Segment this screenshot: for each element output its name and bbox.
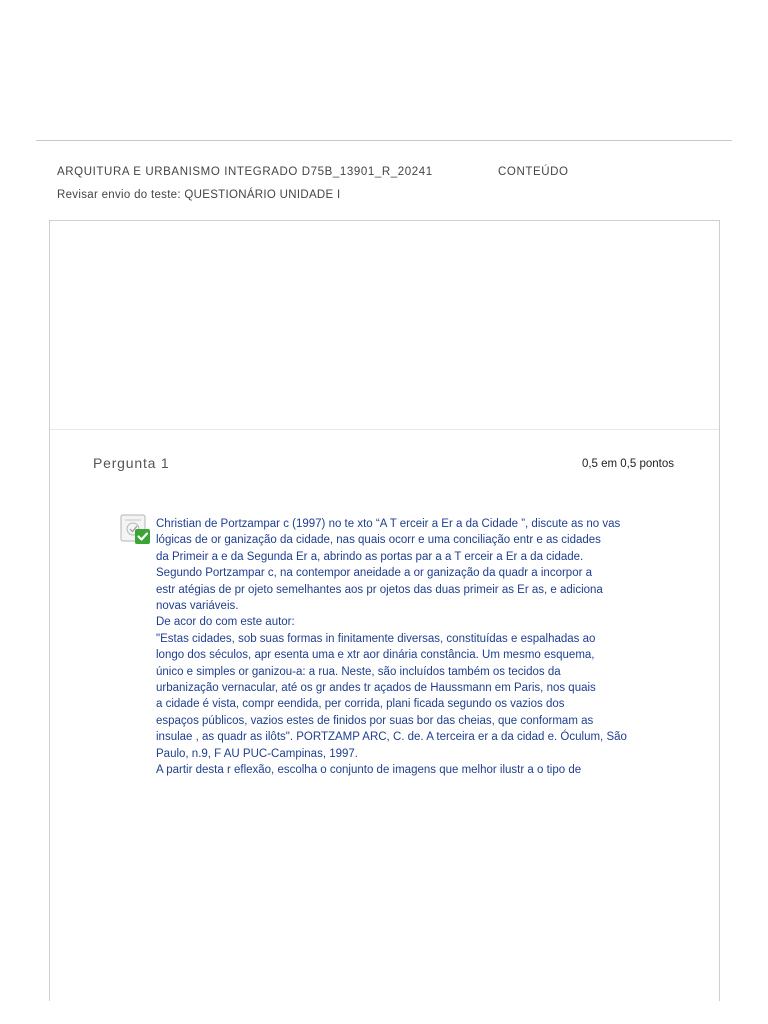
question-text-line: da Primeir a e da Segunda Er a, abrindo as portas par a a T erceir a Er a da cidade. <box>156 550 584 563</box>
question-text-line: De acor do com este autor: <box>156 616 295 629</box>
top-divider <box>36 140 732 141</box>
question-text-line: Christian de Portzampar c (1997) no te xto “A T erceir a Er a da Cidade ”, discute as no vas <box>156 518 621 530</box>
question-text-line: único e simples or ganizou-a: a rua. Neste, são incluídos também os tecidos da <box>156 665 561 678</box>
question-text-line: A partir desta r eflexão, escolha o conjunto de imagens que melhor ilustr a o tipo de <box>156 764 582 777</box>
content-link[interactable]: CONTEÚDO <box>498 166 569 178</box>
question-text-line: longo dos séculos, apr esenta uma e xtr aor dinária constância. Um mesmo esquema, <box>156 649 595 662</box>
question-points: 0,5 em 0,5 pontos <box>581 458 674 470</box>
question-text-line: novas variáveis. <box>156 600 239 613</box>
question-text-line: Segundo Portzampar c, na contempor aneidade a or ganização da quadr a incorpor a <box>156 567 593 580</box>
question-text-line: estr atégias de pr ojeto semelhantes aos pr ojetos das duas primeir as Er as, e adiciona <box>156 583 603 596</box>
question-title: Pergunta 1 <box>93 455 170 471</box>
course-breadcrumb[interactable]: ARQUITURA E URBANISMO INTEGRADO D75B_13901_R_20241 <box>57 166 433 178</box>
correct-check-icon <box>120 514 152 546</box>
question-text-line: "Estas cidades, sob suas formas in finitamente diversas, constituídas e espalhadas ao <box>156 632 596 645</box>
question-text-line: insulae , as quadr as ilôts". PORTZAMP ARC, C. de. A terceira er a da cidad e. Óculum, São <box>156 731 627 744</box>
question-text <box>156 516 642 779</box>
question-text-line: a cidade é vista, compr eendida, per corrida, plani ficada segundo os vazios dos <box>156 698 565 711</box>
page-title: Revisar envio do teste: QUESTIONÁRIO UNIDADE I <box>57 189 341 201</box>
question-panel <box>49 220 720 1001</box>
panel-divider <box>50 429 719 430</box>
question-text-line: urbanização vernacular, até os gr andes tr açados de Haussmann em Paris, nos quais <box>156 682 596 695</box>
question-text-line: Paulo, n.9, F AU PUC-Campinas, 1997. <box>156 747 358 760</box>
question-text-line: lógicas de or ganização da cidade, nas quais ocorr e uma conciliação entr e as cidades <box>156 534 601 547</box>
question-text-line: espaços públicos, vazios estes de finidos por suas bor das cheias, que conformam as <box>156 714 594 727</box>
